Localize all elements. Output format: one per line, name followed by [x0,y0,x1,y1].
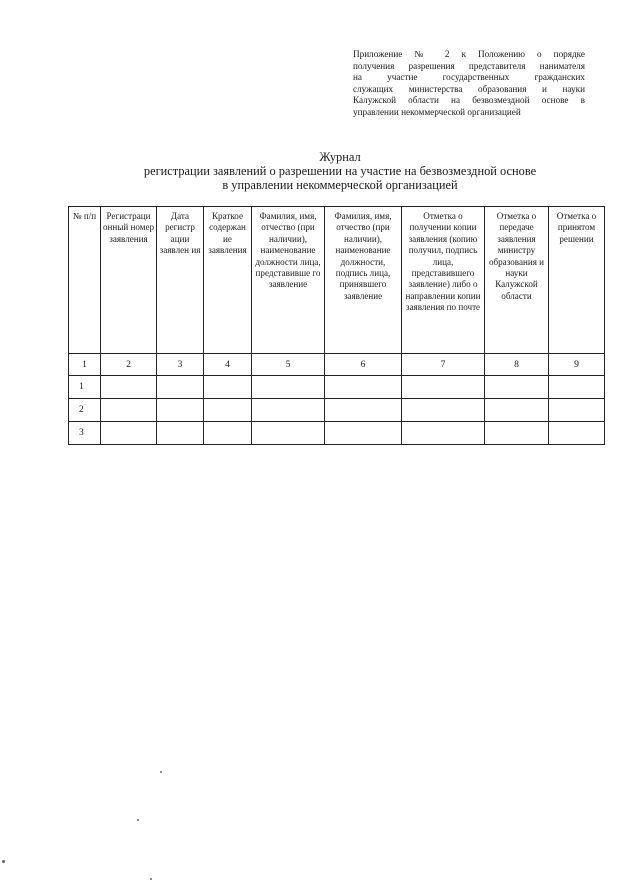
column-header: Дата регистр ации заявлен ия [157,207,204,354]
column-number: 7 [402,354,485,376]
column-number: 3 [157,354,204,376]
appendix-note [353,49,585,119]
table-cell [204,376,252,399]
table-cell [252,422,325,445]
table-cell [325,376,402,399]
table-cell [402,422,485,445]
table-cell [252,399,325,422]
table-cell [549,399,605,422]
column-number-row [69,354,605,376]
column-number: 6 [325,354,402,376]
registration-journal-table [68,206,605,445]
appendix-line: на участие государственных гражданских [353,72,585,83]
scan-speck [160,771,162,773]
table-cell [101,399,157,422]
column-header: № п/п [69,207,101,354]
column-number: 2 [101,354,157,376]
column-header: Краткое содержан ие заявления [204,207,252,354]
scan-speck [137,819,139,821]
table-cell [485,399,549,422]
journal-subtitle-line2: в управлении некоммерческой организацией [222,178,458,192]
table-cell [325,422,402,445]
appendix-line: получения разрешения представителя нанимателя [353,60,585,71]
table-cell: 2 [69,399,101,422]
column-header: Регистраци онный номер заявления [101,207,157,354]
table-row [69,376,605,399]
table-cell [157,399,204,422]
table-cell: 1 [69,376,101,399]
column-number: 8 [485,354,549,376]
table-cell [157,376,204,399]
table-row [69,422,605,445]
table-cell [402,399,485,422]
journal-title: Журнал [319,150,361,164]
column-header: Отметка о передаче заявления министру образования и науки Калужской области [485,207,549,354]
table-cell [402,376,485,399]
column-number: 5 [252,354,325,376]
column-header: Фамилия, имя, отчество (при наличии), наименование должности лица, представивше го заявление [252,207,325,354]
table-cell [204,399,252,422]
table-cell [157,422,204,445]
journal-heading [60,150,620,192]
table-cell [485,376,549,399]
table-cell: 3 [69,422,101,445]
appendix-line: Приложение № 2 к Положению о порядке [353,49,585,59]
column-number: 1 [69,354,101,376]
table-cell [204,422,252,445]
table-cell [252,376,325,399]
column-header: Отметка о получении копии заявления (копию получил, подпись лица, представившего заявление) либо о направлении копии заявления по почте [402,207,485,354]
appendix-line: управлении некоммерческой организацией [353,106,521,117]
journal-subtitle-line1: регистрации заявлений о разрешении на участие на безвозмездной основе [143,164,537,178]
table-row [69,399,605,422]
appendix-line: Калужской области на безвозмездной основе в [353,95,585,106]
table-cell [549,376,605,399]
column-header: Отметка о принятом решении [549,207,605,354]
table-cell [101,422,157,445]
column-number: 4 [204,354,252,376]
appendix-line: служащих министерства образования и науки [353,83,585,94]
table-cell [485,422,549,445]
scan-speck [2,860,5,863]
table-cell [325,399,402,422]
table-cell [101,376,157,399]
table-header-row [69,207,605,354]
column-header: Фамилия, имя, отчество (при наличии), наименование должности, подпись лица, принявшего заявление [325,207,402,354]
scan-speck [150,878,152,880]
column-number: 9 [549,354,605,376]
table-cell [549,422,605,445]
